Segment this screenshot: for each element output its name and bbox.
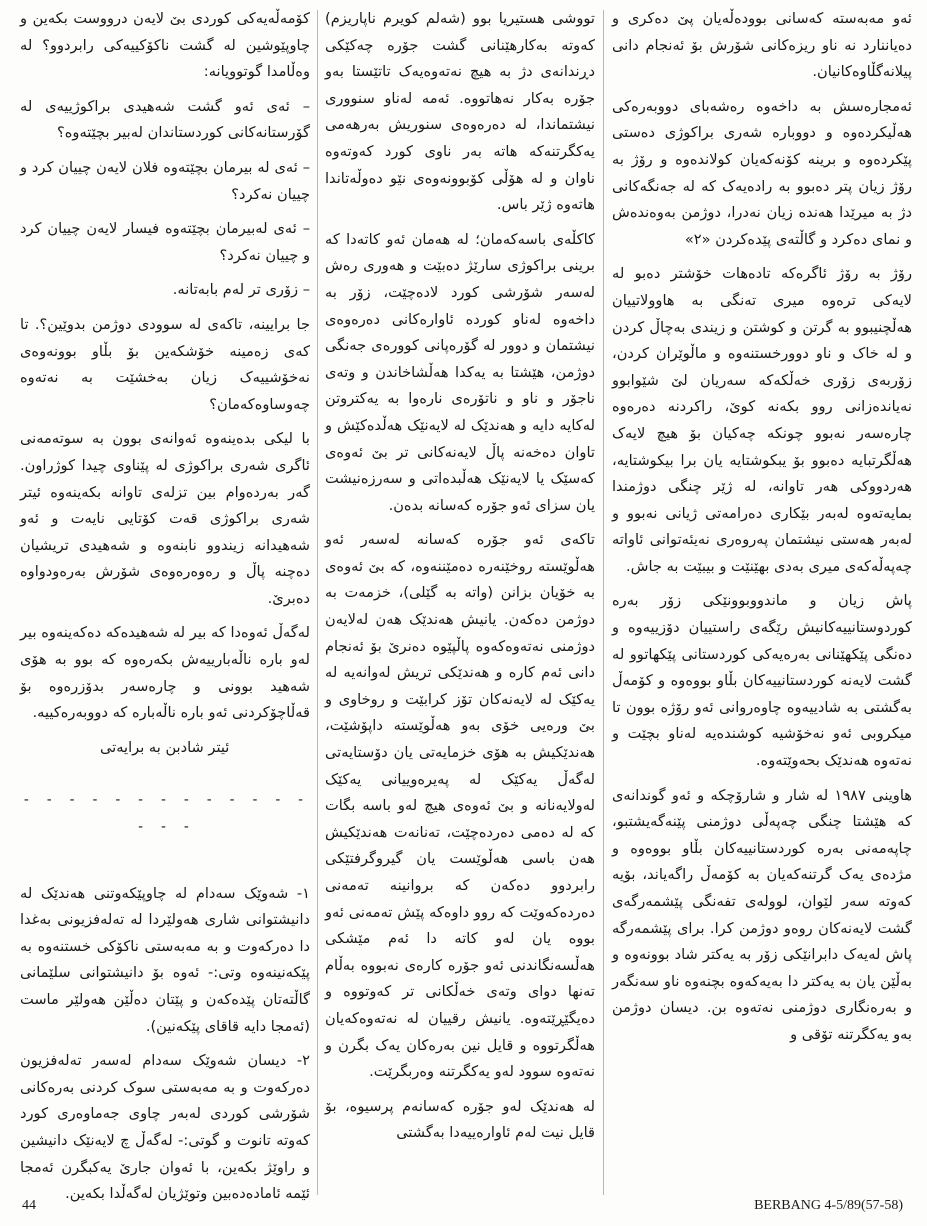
- article-signoff: ئیتر شادبن بە برایەتی: [100, 738, 230, 756]
- paragraph: رۆژ بە رۆژ ئاگرەکە تادەهات خۆشتر دەبو لە لایەکی ترەوە میری تەنگی بە هاوولاتییان هەڵچنیبوو بە گرتن و کوشتن و زیندی بەچاڵ کردن و لە خاک و ناو دوورخستنەوە و ماڵوێران کردن، زۆربەی زۆری خەڵکەکە سەریان لێ شێوابوو نەیاندەزانی روو بکەنە کوێ، راکردنە دەرەوە چارەسەر نەبوو چونکە چەکیان بۆ هیچ لایەک هەڵگرتبایە دەبوو بۆ یبکوشتایە یان برا بیکوشتایە، هەردووکی هەر تاوانە، لە ژێر چنگی دوژمندا بمایەتەوە لەبەر بێکاری دەرامەتی ژیانی نەبوو و لەبەر هەستی نیشتمان پەروەری نەیئەتوانی ئاواتە چەپەڵەکەی میری بەدی بهێنێت و بیبێت بە جاش.: [612, 265, 912, 575]
- paragraph: پاش زیان و ماندووبوونێکی زۆر بەرە کوردوستانییەکانیش رێگەی راستییان دۆزییەوە و دەنگی پێکهێنانی بەرەیەکی کوردستانی پێکهاتوو لە گشت لایەنە کوردستانییەکان بڵاو بووەوە و کۆمەڵ بەگشتی بە شادییەوە چاوەروانی ئەو رۆژە بوون تا میکروبی ئەو نەخۆشیە کوشندەیە لەناو بچێت و نەتەوە هەندێک بحەوێتەوە.: [612, 592, 912, 770]
- column-divider-rule: [603, 10, 604, 1195]
- dialogue-line: – ئەی لە بیرمان بچێتەوە فلان لایەن چییان کرد و چییان نەکرد؟: [20, 158, 310, 203]
- paragraph: لە هەندێک لەو جۆرە کەسانەم پرسیوە، بۆ قایل نیت لەم ئاوارەییەدا بەگشتی: [325, 1097, 595, 1142]
- section-divider: - - - - - - - - - - - - - - - -: [22, 792, 308, 836]
- paragraph: با لیکی بدەینەوە ئەوانەی بوون بە سوتەمەنی ئاگری شەری براکوژی لە پێناوی چیدا کوژراون. گەر بەردەوام بین تزلەی تاوانە بکەینەوە ئیتر شەری براکوژی قەت کۆتایی نایەت و ئەو شەهیدانە زیندوو نابنەوە و شەهیدی تریشیان دەچنە پاڵ و رەوەرەوەی شۆرش بەرەودواوە دەبرێ.: [20, 430, 310, 607]
- dialogue-line: – ئەی ئەو گشت شەهیدی براکوژییەی لە گۆرستانەکانی کوردستاندان لەبیر بچێتەوە؟: [20, 97, 310, 142]
- paragraph: هاوینی ١٩٨٧ لە شار و شارۆچکە و ئەو گوندانەی کە هێشتا چنگی چەپەڵی دوژمنی پێنەگەیشتبو، چاپەمەنی بەرە کوردستانییەکان بڵاو بووەوە و مژدەی یەک گرتنەکەیان بە کۆمەڵ راگەیاند، بۆیە کەوتە سەر لێوان، لوولەی تفەنگی پێشمەرگەی گشت لایەنەکان روەو دوژمن کرا. برای پێشمەرگە پاش لەیەک دابرانێکی زۆر بە یەکتر شاد بوونەوە و بەڵێن یان بە یەکتر دا بەیەکەوە بچنەوە ناو سەنگەر و بەرەنگاری دوژمنی نەتەوە بن. دیسان دوژمن بەو یەکگرتنە تۆقی و: [612, 786, 912, 1043]
- paragraph: کاکڵەی باسەکەمان؛ لە هەمان ئەو کاتەدا کە برینی براکوژی سارێژ دەبێت و هەوری رەش لەسەر شۆرشی کورد لادەچێت، زۆر بە داخەوە لەناو کوردە ئاوارەکانی دەرەوەی نیشتمان و دوور لە گۆرەپانی کوورەی جەنگی دوژمن، هێشتا بە یەکدا هەڵشاخاندن و وتەی ناجۆر و ناو و ناتۆرەی نارەوا بە یەکتروتن لەکایە دایە و هەندێک لە لایەنێک هەڵدەکێش و تاوان دەخەنە پاڵ لایەنەکانی تر بێ ئەوەی کەسێک یا لایەنێک هەڵبدەاتی و سەرزەنیشت یان سزای ئەو جۆرە کەسانە بدەن.: [325, 230, 595, 514]
- text-column-left: [20, 6, 310, 1208]
- footnote: ٢- دیسان شەوێک سەدام لەسەر تەلەفزیون دەرکەوت و بە مەبەستی سوک کردنی بەرەکانی شۆرشی کوردی لەبەر چاوی جەماوەری کورد کەوتە تانوت و گوتی:- لەگەڵ چ لایەنێک دانیشین و راوێژ بکەین، با ئەوان جارێ یەکبگرن ئەمجا ئێمە ئامادەدەبین وتوێژیان لەگەڵدا بکەین.: [20, 1052, 310, 1203]
- page-number: 44: [22, 1198, 36, 1213]
- paragraph: تاکەی ئەو جۆرە کەسانە لەسەر ئەو هەڵوێستە روخێنەرە دەمێننەوە، کە بێ ئەوەی بە خۆیان بزانن (واتە بە گێلی)، خزمەت بە دوژمن دەکەن. یانیش هەندێک هەن لەلایەن دوژمنی نەتەوەکەوە پاڵپێوە دەنرێ بۆ ئەنجام دانی ئەم کارە و هەندێکی تریش لەوانەیە لە یەکێک لە لایەنەکان تۆز کرابێت و روخاوی و بێ ورەیی خۆی بەو هەڵوێستە داپۆشێت، هەندێکیش بە هۆی خزمایەتی یان دۆستایەتی لەگەڵ یەکێک لە پەیرەوییانی یەکێک لەولایەنانە و بێ ئەوەی هیچ لەو باسە بگات کە لە دەمی دەردەچێت، تەنانەت هەندێکیش هەن باسی هەڵوێست یان گیروگرفتێکی رابردوو دەکەن کە بروانینە تەمەنی دەردەکەوێت کە روو داوەکە پێش تەمەنی ئەو بووە یان لەو کاتە دا ئەم مێشکی هەڵسەنگاندنی ئەو جۆرە کارەی نەبووە بەڵام تەنها دوای وتەی خەڵکانی تر کەوتووە و دەیگێڕێتەوە. یانیش رقییان لە نەتەوەکەیان هەڵگرتووە و قایل نین بەرەکان یەک بگرن و نەتەوە سوود لەو یەکگرتنە وەربگرێت.: [325, 531, 595, 1081]
- text-column-right: [612, 6, 912, 1049]
- paragraph: کۆمەڵەیەکی کوردی بێ لایەن درووست بکەین و چاوپێوشین لە گشت ناکۆکییەکی رابردوو؟ لە وەڵامدا گوتوویانە:: [20, 10, 310, 81]
- paragraph: لەگەڵ ئەوەدا کە بیر لە شەهیدەکە دەکەینەوە بیر لەو بارە ناڵەبارییەش بکەرەوە کە بوو بە هۆی شەهید بوونی و چارەسەر بدۆزرەوە بۆ قەڵاچۆکردنی ئەو بارە ناڵەبارە کە دووبەرەکییە.: [20, 624, 310, 722]
- paragraph: جا برایینە، تاکەی لە سوودی دوژمن بدوێین؟. تا کەی زەمینە خۆشکەین بۆ بڵاو بوونەوەی نەخۆشییەک زیان بەخشێت بە نەتەوە چەوساوەکەمان؟: [20, 315, 310, 413]
- magazine-issue-footer: BERBANG 4-5/89(57-58): [754, 1198, 903, 1213]
- paragraph: تووشی هستیریا بوو (شەلم کویرم ناپاریزم) کەوتە بەکارهێنانی گشت جۆرە چەکێکی دڕندانەی دژ بە هیچ نەتەوەیەک تاتێستا بەو جۆرە بەکار نەهاتووە. ئەمە لەناو سنووری نیشتماندا، لە دەرەوەی سنوریش بەرهەمی یەکگرتنەکە هاتە بەر ناوی کورد کەوتەوە ناوان و لە هۆڵی کۆبوونەوەی نێو دەوڵەتاندا هاتەوە ژێر باس.: [325, 10, 595, 214]
- dialogue-line: – ئەی لەبیرمان بچێتەوە فیسار لایەن چییان کرد و چییان نەکرد؟: [20, 220, 310, 264]
- footnote: ١- شەوێک سەدام لە چاوپێکەوتنی هەندێک لە دانیشتوانی شاری هەولێردا لە تەلەفزیونی بەغدا دا دەرکەوت و بە مەبەستی ناکۆکی خستنەوە بە پێکەنینەوە وتی:- ئەوە بۆ دانیشتوانی سلێمانی گاڵتەتان پێدەکەن و پێتان دەڵێن هەولێر ماست (ئەمجا دایە قاقای پێکەنین).: [20, 884, 310, 1035]
- paragraph: ئەو مەبەستە کەسانی بوودەڵەیان پێ دەکری و دەیاننارد نە ناو ریزەکانی شۆرش بۆ ئەنجام دانی پیلانەگڵاوەکانیان.: [612, 10, 912, 81]
- dialogue-line: – زۆری تر لەم بابەتانە.: [172, 281, 310, 299]
- text-column-middle: [325, 6, 595, 1147]
- column-divider-rule: [317, 10, 318, 1195]
- paragraph: ئەمجارەسش بە داخەوە رەشەبای دووبەرەکی هەڵیکردەوە و دووبارە شەری براکوژی دەستی پێکردەوە و برینە کۆنەکەیان کولاندەوە و رۆژ بە رۆژ زیان پتر دەبوو بە رادەیەک کە لە جەنگەکانی دژ بە میرێدا هەندە زیان نەدرا، دوژمن بەوەندەش و نمای دەکرد و گاڵتەی پێدەکردن «٢»: [612, 97, 912, 248]
